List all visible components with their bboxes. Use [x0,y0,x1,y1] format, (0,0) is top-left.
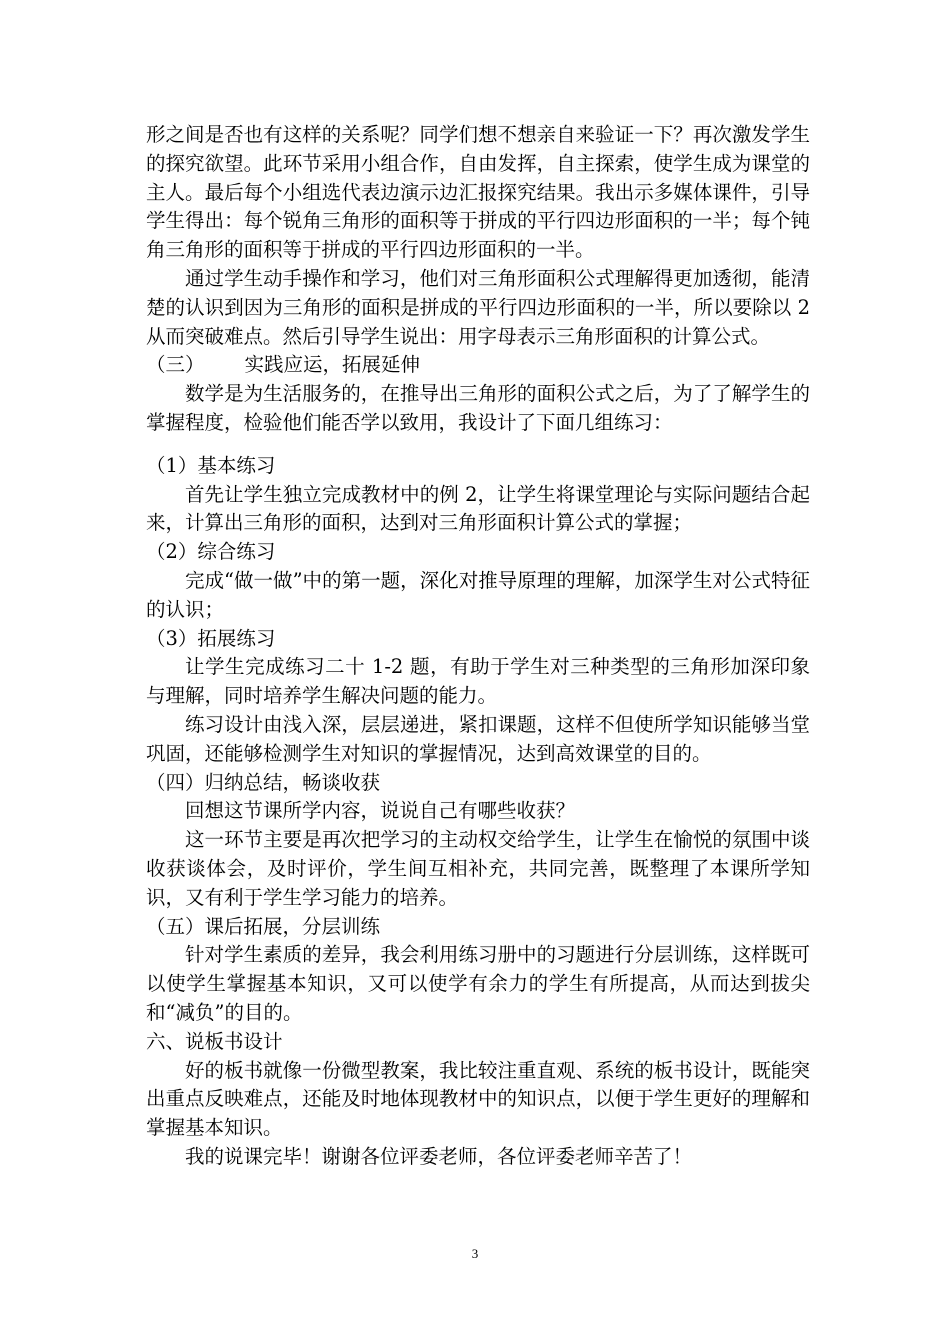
paragraph: 我的说课完毕！谢谢各位评委老师，各位评委老师辛苦了！ [185,1144,693,1168]
section-title: 实践应运，拓展延伸 [244,353,421,377]
page-number: 3 [471,1246,479,1261]
paragraph: 这一环节主要是再次把学习的主动权交给学生，让学生在愉悦的氛围中谈收获谈体会，及时评价，学生间互相补充，共同完善，既整理了本课所学知识，又有利于学生学习能力的培养。 [146,828,810,909]
paragraph: 首先让学生独立完成教材中的例 2，让学生将课堂理论与实际问题结合起来，计算出三角形的面积，达到对三角形面积计算公式的掌握； [146,482,810,535]
subheading-extension-practice: （3）拓展练习 [146,626,276,650]
section-number: （三） [146,353,205,377]
section-heading-6: 六、说板书设计 [146,1029,283,1053]
paragraph: 通过学生动手操作和学习，他们对三角形面积公式理解得更加透彻，能清楚的认识到因为三角形的面积是拼成的平行四边形面积的一半，所以要除以 2 从而突破难点。然后引导学生说出：用字母表示三角形面积的计算公式。 [146,266,810,348]
paragraph: 好的板书就像一份微型教案，我比较注重直观、系统的板书设计，既能突出重点反映难点，还能及时地体现教材中的知识点，以便于学生更好的理解和掌握基本知识。 [146,1058,810,1140]
subheading-comprehensive-practice: （2）综合练习 [146,540,276,564]
paragraph: 完成“做一做”中的第一题，深化对推导原理的理解，加深学生对公式特征的认识； [146,568,810,621]
paragraph: 针对学生素质的差异，我会利用练习册中的习题进行分层训练，这样既可以使学生掌握基本知识，又可以使学有余力的学生有所提高，从而达到拔尖和“减负”的目的。 [146,943,810,1024]
paragraph: 数学是为生活服务的，在推导出三角形的面积公式之后，为了了解学生的掌握程度，检验他们能否学以致用，我设计了下面几组练习： [146,382,810,434]
section-heading-4: （四）归纳总结，畅谈收获 [146,770,381,794]
paragraph: 让学生完成练习二十 1-2 题，有助于学生对三种类型的三角形加深印象与理解，同时培养学生解决问题的能力。 [146,655,810,708]
document-body [146,121,810,1172]
subheading-basic-practice: （1）基本练习 [146,453,276,477]
paragraph: 练习设计由浅入深，层层递进，紧扣课题，这样不但使所学知识能够当堂巩固，还能够检测学生对知识的掌握情况，达到高效课堂的目的。 [146,712,810,765]
section-heading-3 [146,351,810,380]
section-heading-5: （五）课后拓展，分层训练 [146,914,381,938]
paragraph: 回想这节课所学内容，说说自己有哪些收获？ [185,799,576,823]
paragraph: 形之间是否也有这样的关系呢？同学们想不想亲自来验证一下？再次激发学生的探究欲望。此环节采用小组合作，自由发挥，自主探索，使学生成为课堂的主人。最后每个小组选代表边演示边汇报探究结果。我出示多媒体课件，引导学生得出：每个锐角三角形的面积等于拼成的平行四边形面积的一半；每个钝角三角形的面积等于拼成的平行四边形面积的一半。 [146,123,810,262]
